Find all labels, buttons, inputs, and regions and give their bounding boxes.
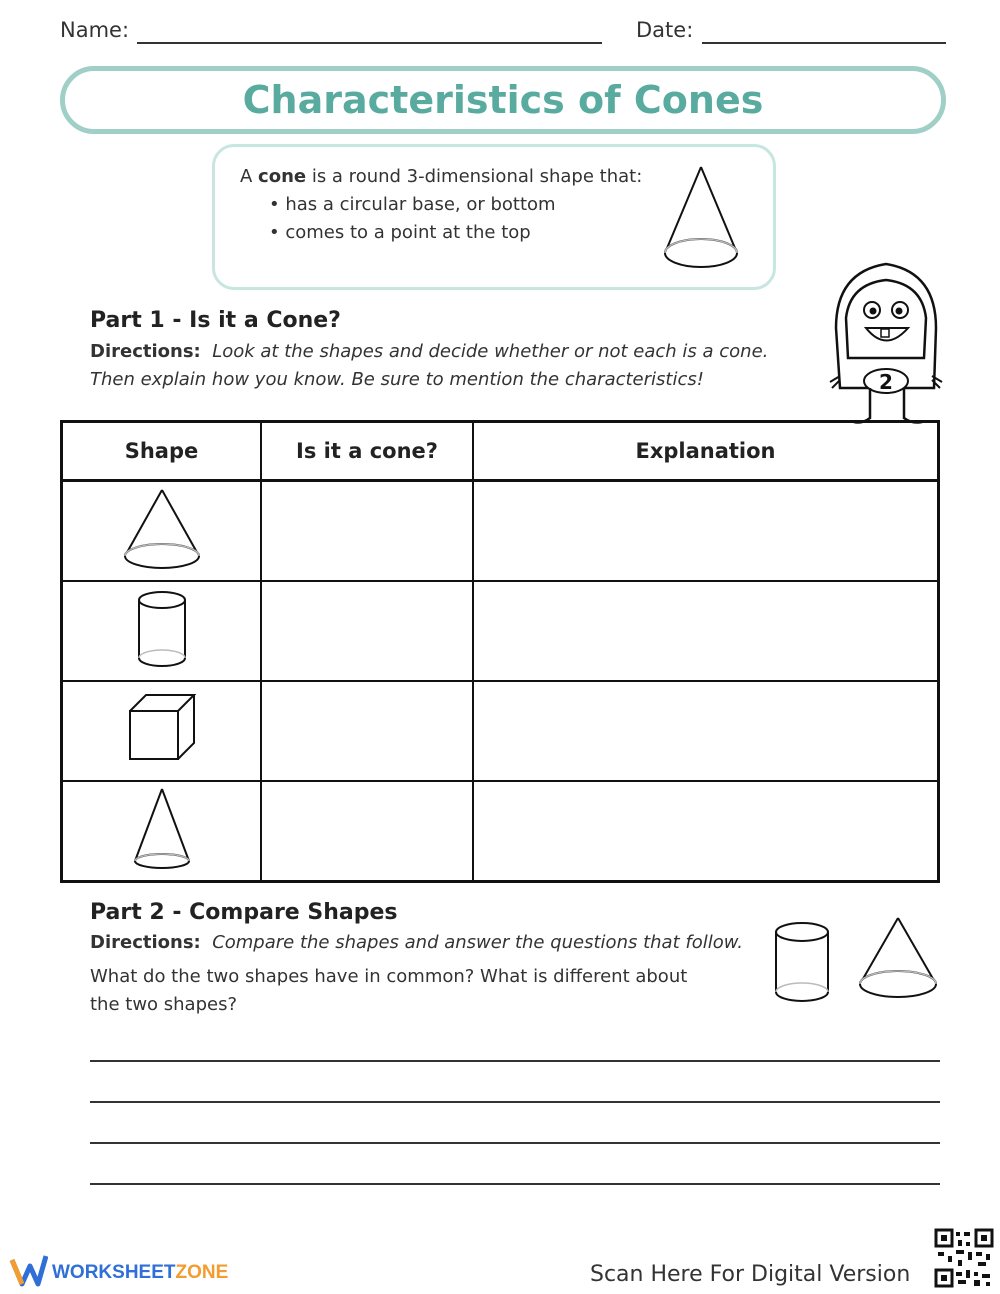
part2-directions [90, 929, 743, 957]
shape-cell [62, 481, 262, 582]
brand-part-b: ZONE [175, 1262, 229, 1283]
part2-question: What do the two shapes have in common? What is different about [90, 966, 688, 987]
definition-pre: A [240, 166, 259, 187]
title-banner [60, 66, 946, 134]
table-row [62, 481, 939, 582]
brand-part-a: WORKSHEET [52, 1262, 176, 1283]
explanation-cell[interactable] [473, 681, 939, 781]
page-title: Characteristics of Cones [242, 78, 764, 122]
name-field[interactable] [137, 42, 602, 44]
mascot-icon [826, 258, 948, 430]
explanation-cell[interactable] [473, 581, 939, 681]
answer-cell[interactable] [261, 781, 473, 882]
header-explanation: Explanation [473, 422, 939, 481]
directions-label: Directions: [90, 932, 201, 953]
answer-cell[interactable] [261, 581, 473, 681]
definition-box [212, 144, 776, 290]
directions-text: Compare the shapes and answer the questions that follow. [212, 932, 744, 953]
table-row [62, 681, 939, 781]
answer-cell[interactable] [261, 681, 473, 781]
definition-bullet: • has a circular base, or bottom [269, 194, 556, 215]
shape-cell [62, 581, 262, 681]
directions-text: Look at the shapes and decide whether or not each is a cone. [212, 341, 769, 362]
definition-intro [240, 163, 642, 191]
definition-bullet: • comes to a point at the top [269, 222, 531, 243]
mascot-number: 2 [879, 370, 893, 394]
answer-line[interactable] [90, 1101, 940, 1103]
brand-name [52, 1262, 228, 1284]
date-field[interactable] [702, 42, 946, 44]
cone-icon [856, 914, 940, 1004]
part1-heading: Part 1 - Is it a Cone? [90, 308, 341, 333]
directions-text: Then explain how you know. Be sure to mention the characteristics! [90, 369, 704, 390]
definition-post: is a round 3-dimensional shape that: [306, 166, 643, 187]
explanation-cell[interactable] [473, 781, 939, 882]
answer-line[interactable] [90, 1142, 940, 1144]
date-label: Date: [636, 18, 694, 42]
shape-cell [62, 681, 262, 781]
shape-cell [62, 781, 262, 882]
part1-directions-line2 [90, 366, 704, 394]
cone-icon [659, 161, 743, 273]
part2-question-line2: the two shapes? [90, 994, 238, 1015]
answer-line[interactable] [90, 1183, 940, 1185]
tall-cone-icon [130, 785, 194, 873]
header-shape: Shape [62, 422, 262, 481]
table-row [62, 581, 939, 681]
answer-cell[interactable] [261, 481, 473, 582]
cylinder-icon [770, 918, 834, 1008]
scan-text: Scan Here For Digital Version [590, 1262, 911, 1287]
explanation-cell[interactable] [473, 481, 939, 582]
qr-code-icon[interactable] [934, 1228, 994, 1288]
cone-icon [117, 484, 207, 574]
part1-directions [90, 338, 768, 366]
header-is-cone: Is it a cone? [261, 422, 473, 481]
directions-label: Directions: [90, 341, 201, 362]
name-label: Name: [60, 18, 130, 42]
worksheetzone-logo-icon [8, 1252, 48, 1288]
cube-icon [122, 689, 202, 769]
part2-heading: Part 2 - Compare Shapes [90, 900, 398, 925]
definition-term: cone [258, 166, 307, 187]
table-row [62, 781, 939, 882]
answer-line[interactable] [90, 1060, 940, 1062]
cone-table [60, 420, 940, 883]
cylinder-icon [132, 586, 192, 672]
